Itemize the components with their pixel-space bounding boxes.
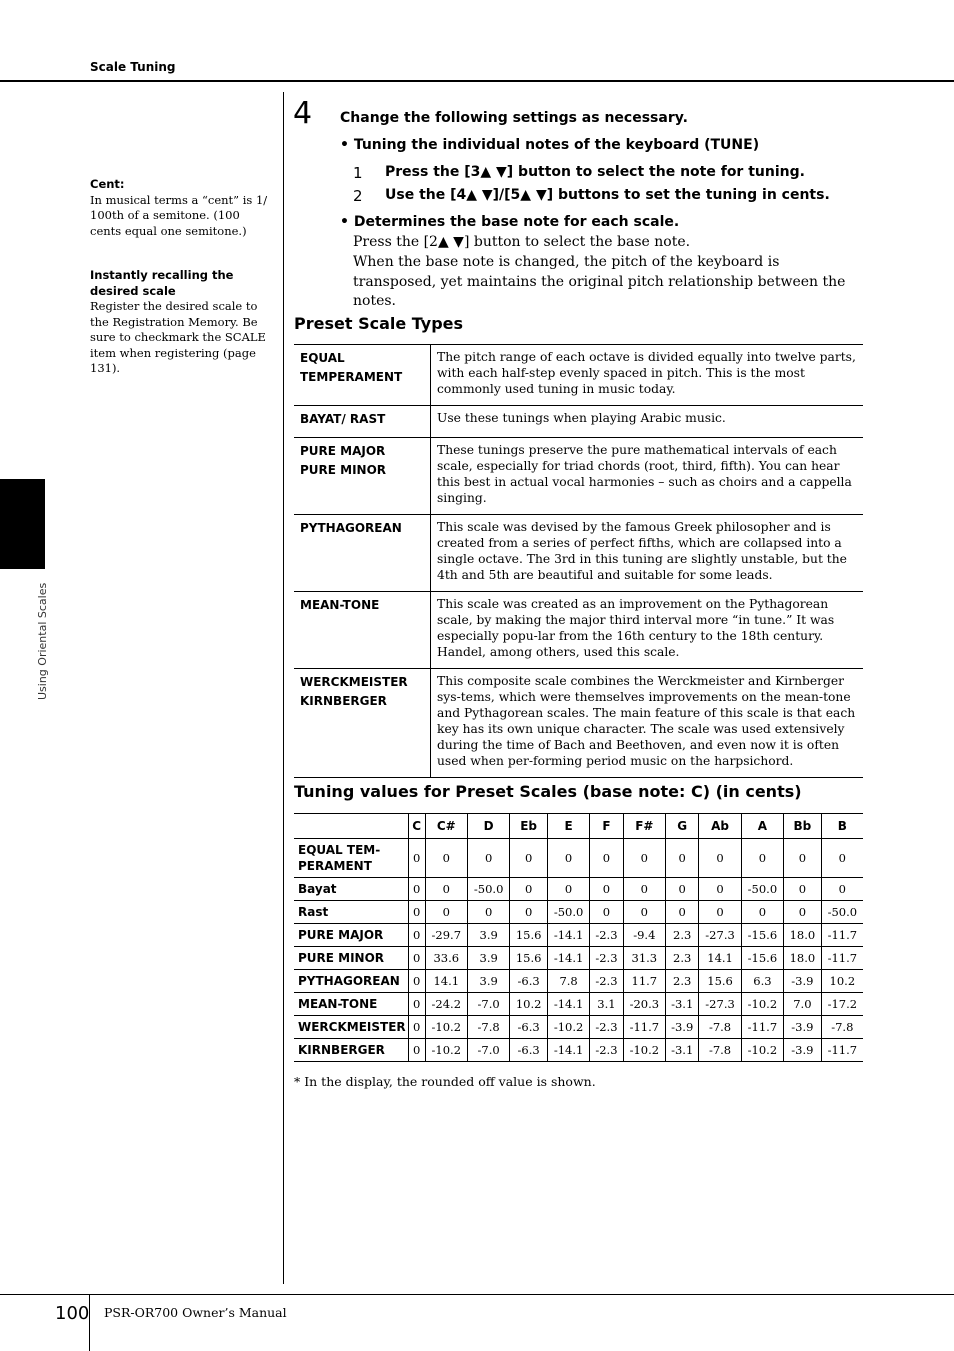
corner-cell (294, 814, 408, 839)
tuning-value-cell: 2.3 (666, 970, 699, 993)
tuning-value-cell: 0 (510, 878, 548, 901)
tuning-value-cell: 15.6 (510, 924, 548, 947)
tuning-value-cell: 0 (425, 878, 467, 901)
note-title: Instantly recalling the desired scale (90, 268, 234, 298)
step-title: Change the following settings as necessary. (340, 110, 688, 126)
table-row (294, 924, 863, 947)
tuning-values-table (294, 813, 863, 1062)
column-header: Ab (699, 814, 741, 839)
tuning-value-cell: 0 (784, 839, 822, 878)
tuning-value-cell: 0 (666, 901, 699, 924)
tuning-value-cell: -7.0 (467, 993, 509, 1016)
tuning-value-cell: 0 (623, 878, 665, 901)
tuning-value-cell: -2.3 (590, 1016, 623, 1039)
tuning-value-cell: -27.3 (699, 924, 741, 947)
preset-types-table (294, 344, 863, 778)
table-row (294, 1039, 863, 1062)
column-header: D (467, 814, 509, 839)
column-divider (283, 92, 284, 1284)
tuning-value-cell: 3.9 (467, 970, 509, 993)
tuning-value-cell: 2.3 (666, 947, 699, 970)
table-footnote: * In the display, the rounded off value is shown. (294, 1074, 596, 1089)
scale-name: PURE MAJOR PURE MINOR (294, 438, 431, 515)
table-row (294, 993, 863, 1016)
tuning-value-cell: -6.3 (510, 1016, 548, 1039)
tuning-value-cell: 0 (467, 901, 509, 924)
tuning-value-cell: -27.3 (699, 993, 741, 1016)
tuning-value-cell: 0 (590, 901, 623, 924)
table-row (294, 669, 863, 778)
tuning-value-cell: -11.7 (821, 1039, 863, 1062)
tuning-value-cell: 3.1 (590, 993, 623, 1016)
tuning-value-cell: 15.6 (699, 970, 741, 993)
scale-description: This scale was devised by the famous Greek philosopher and is created from a series of perfect fifths, which are collapsed into a single octave. The 3rd in this tuning are slightly unstable, but the 4th and 5th are beautiful and suitable for some leads. (431, 515, 864, 592)
base-note-instruction: Press the [2▲ ▼] button to select the base note. (353, 234, 691, 250)
chapter-side-label: Using Oriental Scales (36, 582, 49, 700)
tuning-value-cell: -10.2 (425, 1039, 467, 1062)
tuning-value-cell: 0 (699, 901, 741, 924)
table-row (294, 970, 863, 993)
tuning-value-cell: -7.8 (821, 1016, 863, 1039)
scale-name: PYTHAGOREAN (294, 515, 431, 592)
tuning-value-cell: 0 (821, 839, 863, 878)
table-row (294, 592, 863, 669)
tuning-value-cell: 0 (699, 878, 741, 901)
scale-row-name: Rast (294, 901, 408, 924)
tuning-value-cell: -50.0 (821, 901, 863, 924)
column-header: Eb (510, 814, 548, 839)
tuning-value-cell: -14.1 (547, 993, 589, 1016)
tuning-value-cell: 3.9 (467, 924, 509, 947)
tuning-value-cell: -3.1 (666, 993, 699, 1016)
tuning-value-cell: 0 (510, 839, 548, 878)
tuning-value-cell: 0 (784, 901, 822, 924)
scale-description: These tunings preserve the pure mathematical intervals of each scale, especially for triad chords (root, third, fifth). You can hear this best in actual vocal harmonies – such as choirs and a cappella singing. (431, 438, 864, 515)
tuning-value-cell: -17.2 (821, 993, 863, 1016)
scale-description: The pitch range of each octave is divided equally into twelve parts, with each half-step evenly spaced in pitch. This is the most commonly used tuning in music today. (431, 345, 864, 406)
tuning-value-cell: -2.3 (590, 1039, 623, 1062)
tuning-value-cell: -3.9 (666, 1016, 699, 1039)
tuning-value-cell: 0 (408, 901, 425, 924)
tuning-value-cell: 33.6 (425, 947, 467, 970)
tuning-value-cell: 0 (784, 878, 822, 901)
column-header: F# (623, 814, 665, 839)
tuning-value-cell: -11.7 (821, 924, 863, 947)
column-header: F (590, 814, 623, 839)
column-header: C (408, 814, 425, 839)
tuning-value-cell: -7.8 (699, 1039, 741, 1062)
chapter-tab (0, 479, 45, 569)
substep-number: 2 (353, 187, 363, 205)
table-header-row (294, 814, 863, 839)
tuning-value-cell: -3.1 (666, 1039, 699, 1062)
tuning-value-cell: 0 (408, 993, 425, 1016)
tuning-value-cell: 0 (408, 878, 425, 901)
tuning-value-cell: -11.7 (623, 1016, 665, 1039)
tuning-value-cell: 0 (741, 839, 783, 878)
scale-description: This scale was created as an improvement on the Pythagorean scale, by making the major third interval more “in tune.” It was especially popu-lar from the 16th century to the 18th century. Handel, among others, used this scale. (431, 592, 864, 669)
tuning-value-cell: -10.2 (425, 1016, 467, 1039)
tuning-value-cell: -15.6 (741, 947, 783, 970)
bullet-base-note: • Determines the base note for each scale. (340, 214, 680, 230)
tuning-value-cell: -3.9 (784, 1016, 822, 1039)
tuning-value-cell: -24.2 (425, 993, 467, 1016)
scale-name: BAYAT/ RAST (294, 406, 431, 438)
scale-row-name: MEAN-TONE (294, 993, 408, 1016)
tuning-value-cell: 3.9 (467, 947, 509, 970)
tuning-value-cell: -10.2 (741, 993, 783, 1016)
tuning-value-cell: 0 (590, 878, 623, 901)
tuning-value-cell: 11.7 (623, 970, 665, 993)
tuning-value-cell: 18.0 (784, 947, 822, 970)
tuning-value-cell: -3.9 (784, 970, 822, 993)
tuning-value-cell: -6.3 (510, 970, 548, 993)
scale-name: MEAN-TONE (294, 592, 431, 669)
tuning-value-cell: 0 (699, 839, 741, 878)
tuning-value-cell: 0 (623, 901, 665, 924)
tuning-value-cell: 0 (741, 901, 783, 924)
table-row (294, 515, 863, 592)
scale-row-name: PURE MINOR (294, 947, 408, 970)
table-row (294, 1016, 863, 1039)
tuning-value-cell: -9.4 (623, 924, 665, 947)
scale-row-name: WERCKMEISTER (294, 1016, 408, 1039)
note-cent (90, 177, 272, 239)
tuning-value-cell: -20.3 (623, 993, 665, 1016)
scale-row-name: KIRNBERGER (294, 1039, 408, 1062)
tuning-value-cell: -2.3 (590, 970, 623, 993)
tuning-value-cell: 0 (425, 901, 467, 924)
tuning-value-cell: -11.7 (741, 1016, 783, 1039)
tuning-value-cell: 0 (425, 839, 467, 878)
manual-title: PSR-OR700 Owner’s Manual (104, 1305, 287, 1320)
tuning-value-cell: 18.0 (784, 924, 822, 947)
base-note-explanation: When the base note is changed, the pitch of the keyboard is transposed, yet maintains the original pitch relationship between the notes. (353, 254, 846, 309)
table-row (294, 438, 863, 515)
scale-name: WERCKMEISTER KIRNBERGER (294, 669, 431, 778)
table-row (294, 901, 863, 924)
note-body: In musical terms a “cent” is 1/ 100th of a semitone. (100 cents equal one semitone.) (90, 192, 268, 238)
tuning-value-cell: 10.2 (510, 993, 548, 1016)
tuning-value-cell: 0 (666, 878, 699, 901)
column-header: G (666, 814, 699, 839)
tuning-value-cell: 15.6 (510, 947, 548, 970)
tuning-value-cell: -2.3 (590, 924, 623, 947)
scale-name: EQUAL TEMPERAMENT (294, 345, 431, 406)
scale-description: Use these tunings when playing Arabic music. (431, 406, 864, 438)
note-title: Cent: (90, 177, 125, 191)
column-header: B (821, 814, 863, 839)
tuning-value-cell: -50.0 (467, 878, 509, 901)
tuning-value-cell: 14.1 (425, 970, 467, 993)
scale-row-name: EQUAL TEM- PERAMENT (294, 839, 408, 878)
step-number: 4 (293, 96, 313, 131)
tuning-value-cell: 31.3 (623, 947, 665, 970)
tuning-value-cell: -14.1 (547, 947, 589, 970)
tuning-value-cell: 0 (510, 901, 548, 924)
tuning-value-cell: 0 (408, 970, 425, 993)
table-row (294, 345, 863, 406)
tuning-value-cell: 0 (666, 839, 699, 878)
tuning-value-cell: -6.3 (510, 1039, 548, 1062)
tuning-value-cell: 0 (821, 878, 863, 901)
tuning-value-cell: 0 (467, 839, 509, 878)
substep-number: 1 (353, 164, 363, 182)
tuning-value-cell: 2.3 (666, 924, 699, 947)
tuning-value-cell: -10.2 (741, 1039, 783, 1062)
note-recall (90, 268, 272, 377)
tuning-value-cell: 0 (408, 839, 425, 878)
column-header: C# (425, 814, 467, 839)
tuning-value-cell: 0 (623, 839, 665, 878)
column-header: A (741, 814, 783, 839)
table-row (294, 839, 863, 878)
substep-text: Use the [4▲ ▼]/[5▲ ▼] buttons to set the tuning in cents. (385, 187, 830, 203)
table-row (294, 406, 863, 438)
tuning-value-cell: 10.2 (821, 970, 863, 993)
tuning-value-cell: -10.2 (547, 1016, 589, 1039)
page-number: 100 (55, 1303, 90, 1324)
tuning-value-cell: -14.1 (547, 1039, 589, 1062)
tuning-value-cell: -7.0 (467, 1039, 509, 1062)
tuning-value-cell: 0 (590, 839, 623, 878)
substep-text: Press the [3▲ ▼] button to select the note for tuning. (385, 164, 805, 180)
tuning-value-cell: 0 (408, 1016, 425, 1039)
tuning-value-cell: 0 (408, 947, 425, 970)
scale-description: This composite scale combines the Werckmeister and Kirnberger sys-tems, which were themselves improvements on the mean-tone and Pythagorean scales. The main feature of this scale is that each key has its own unique character. The scale was used extensively during the time of Bach and Beethoven, and even now it is often used when per-forming period music on the harpsichord. (431, 669, 864, 778)
tuning-value-cell: 14.1 (699, 947, 741, 970)
tuning-value-cell: 0 (547, 878, 589, 901)
column-header: E (547, 814, 589, 839)
tuning-value-cell: 0 (408, 924, 425, 947)
tuning-value-cell: -15.6 (741, 924, 783, 947)
tuning-value-cell: 0 (547, 839, 589, 878)
tuning-value-cell: -29.7 (425, 924, 467, 947)
tuning-value-cell: -50.0 (741, 878, 783, 901)
table-row (294, 947, 863, 970)
scale-row-name: PURE MAJOR (294, 924, 408, 947)
tuning-value-cell: -7.8 (467, 1016, 509, 1039)
table-row (294, 878, 863, 901)
section-heading-preset-types: Preset Scale Types (294, 314, 464, 333)
header-rule (0, 80, 954, 82)
note-body: Register the desired scale to the Registration Memory. Be sure to checkmark the SCALE item when registering (page 131). (90, 299, 266, 375)
tuning-value-cell: -7.8 (699, 1016, 741, 1039)
tuning-value-cell: 7.0 (784, 993, 822, 1016)
tuning-value-cell: -3.9 (784, 1039, 822, 1062)
running-header: Scale Tuning (90, 60, 176, 74)
tuning-value-cell: -50.0 (547, 901, 589, 924)
bullet-tune: • Tuning the individual notes of the keyboard (TUNE) (340, 137, 760, 153)
tuning-value-cell: -2.3 (590, 947, 623, 970)
column-header: Bb (784, 814, 822, 839)
scale-row-name: PYTHAGOREAN (294, 970, 408, 993)
tuning-value-cell: -14.1 (547, 924, 589, 947)
scale-row-name: Bayat (294, 878, 408, 901)
tuning-value-cell: -11.7 (821, 947, 863, 970)
tuning-value-cell: 7.8 (547, 970, 589, 993)
section-heading-tuning-values: Tuning values for Preset Scales (base note: C) (in cents) (294, 782, 802, 801)
tuning-value-cell: 6.3 (741, 970, 783, 993)
footer-rule (0, 1294, 954, 1295)
tuning-value-cell: 0 (408, 1039, 425, 1062)
tuning-value-cell: -10.2 (623, 1039, 665, 1062)
